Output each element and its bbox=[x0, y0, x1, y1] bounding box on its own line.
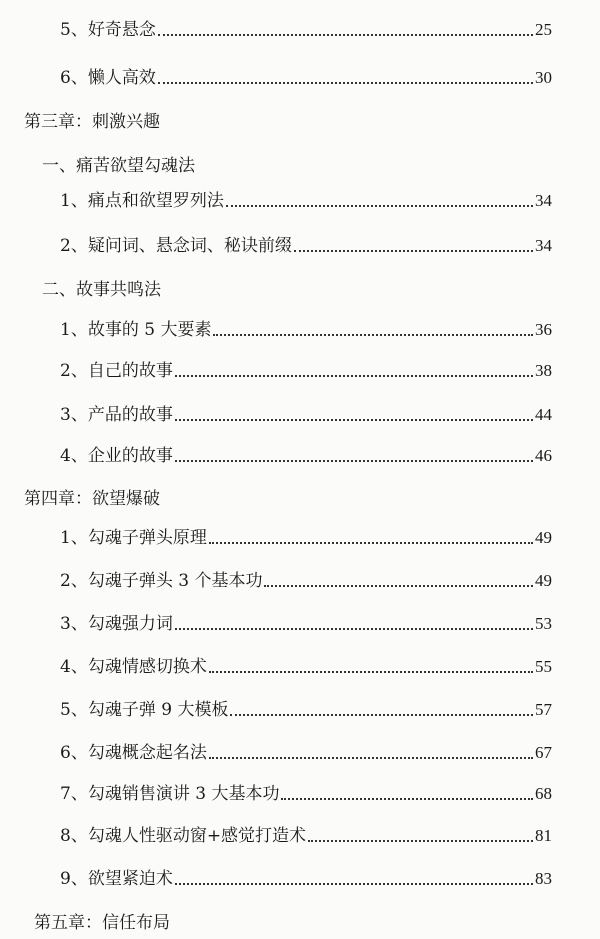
dot-leader bbox=[209, 542, 533, 544]
toc-entry[interactable] bbox=[60, 228, 552, 256]
toc-page-number: 55 bbox=[535, 657, 552, 676]
chapter-heading[interactable]: 第三章：刺激兴趣 bbox=[24, 112, 160, 132]
toc-page-number: 68 bbox=[535, 784, 552, 803]
toc-page-number: 38 bbox=[535, 361, 552, 380]
toc-entry[interactable] bbox=[60, 312, 552, 340]
toc-page-number: 30 bbox=[535, 68, 552, 87]
toc-entry-title: 2、勾魂子弹头 3 个基本功 bbox=[60, 571, 263, 591]
toc-page-number: 67 bbox=[535, 743, 552, 762]
toc-entry[interactable] bbox=[60, 397, 552, 425]
toc-entry[interactable] bbox=[60, 649, 552, 677]
toc-entry-title: 6、勾魂概念起名法 bbox=[60, 743, 207, 763]
toc-page-number: 81 bbox=[535, 826, 552, 845]
toc-entry-title: 4、企业的故事 bbox=[60, 446, 173, 466]
toc-page-number: 49 bbox=[535, 528, 552, 547]
dot-leader bbox=[230, 714, 533, 716]
toc-entry[interactable] bbox=[60, 692, 552, 720]
toc-entry-title: 2、疑问词、悬念词、秘诀前缀 bbox=[60, 236, 292, 256]
dot-leader bbox=[209, 757, 533, 759]
toc-entry-title: 1、故事的 5 大要素 bbox=[60, 320, 212, 340]
dot-leader bbox=[175, 375, 533, 377]
toc-entry[interactable] bbox=[60, 438, 552, 466]
dot-leader bbox=[158, 82, 533, 84]
toc-entry[interactable] bbox=[60, 520, 552, 548]
toc-page-number: 57 bbox=[535, 700, 552, 719]
dot-leader bbox=[308, 840, 533, 842]
toc-entry[interactable] bbox=[60, 606, 552, 634]
toc-entry-title: 6、懒人高效 bbox=[60, 68, 156, 88]
toc-entry-title: 9、欲望紧迫术 bbox=[60, 869, 173, 889]
toc-page-number: 83 bbox=[535, 869, 552, 888]
toc-entry[interactable] bbox=[60, 12, 552, 40]
toc-entry[interactable] bbox=[60, 563, 552, 591]
toc-page-number: 49 bbox=[535, 571, 552, 590]
dot-leader bbox=[175, 628, 533, 630]
toc-entry[interactable] bbox=[60, 60, 552, 88]
toc-page-number: 34 bbox=[535, 191, 552, 210]
toc-entry[interactable] bbox=[60, 353, 552, 381]
toc-entry-title: 8、勾魂人性驱动窗+感觉打造术 bbox=[60, 826, 307, 846]
toc-entry-title: 1、勾魂子弹头原理 bbox=[60, 528, 207, 548]
toc-entry[interactable] bbox=[60, 183, 552, 211]
chapter-heading[interactable]: 第五章：信任布局 bbox=[34, 913, 170, 933]
toc-page-number: 44 bbox=[535, 405, 552, 424]
toc-entry-title: 4、勾魂情感切换术 bbox=[60, 657, 207, 677]
toc-entry[interactable] bbox=[60, 861, 552, 889]
dot-leader bbox=[281, 798, 533, 800]
toc-entry-title: 5、好奇悬念 bbox=[60, 20, 156, 40]
chapter-heading[interactable]: 第四章：欲望爆破 bbox=[24, 489, 160, 509]
toc-page-number: 36 bbox=[535, 320, 552, 339]
toc-entry[interactable] bbox=[60, 735, 552, 763]
toc-entry-title: 5、勾魂子弹 9 大模板 bbox=[60, 700, 229, 720]
toc-entry-title: 2、自己的故事 bbox=[60, 361, 173, 381]
dot-leader bbox=[175, 883, 533, 885]
dot-leader bbox=[294, 250, 533, 252]
toc-entry-title: 3、产品的故事 bbox=[60, 405, 173, 425]
section-heading[interactable]: 一、痛苦欲望勾魂法 bbox=[42, 156, 195, 176]
toc-entry[interactable] bbox=[60, 776, 552, 804]
toc-page-number: 46 bbox=[535, 446, 552, 465]
toc-entry-title: 1、痛点和欲望罗列法 bbox=[60, 191, 224, 211]
section-heading[interactable]: 二、故事共鸣法 bbox=[42, 280, 161, 300]
toc-entry-title: 7、勾魂销售演讲 3 大基本功 bbox=[60, 784, 280, 804]
dot-leader bbox=[175, 419, 533, 421]
toc-entry[interactable] bbox=[60, 818, 552, 846]
dot-leader bbox=[175, 460, 533, 462]
dot-leader bbox=[264, 585, 533, 587]
dot-leader bbox=[213, 334, 533, 336]
toc-page-number: 53 bbox=[535, 614, 552, 633]
dot-leader bbox=[158, 34, 533, 36]
toc-page-number: 34 bbox=[535, 236, 552, 255]
dot-leader bbox=[226, 205, 533, 207]
toc-entry-title: 3、勾魂强力词 bbox=[60, 614, 173, 634]
dot-leader bbox=[209, 671, 533, 673]
toc-page-number: 25 bbox=[535, 20, 552, 39]
